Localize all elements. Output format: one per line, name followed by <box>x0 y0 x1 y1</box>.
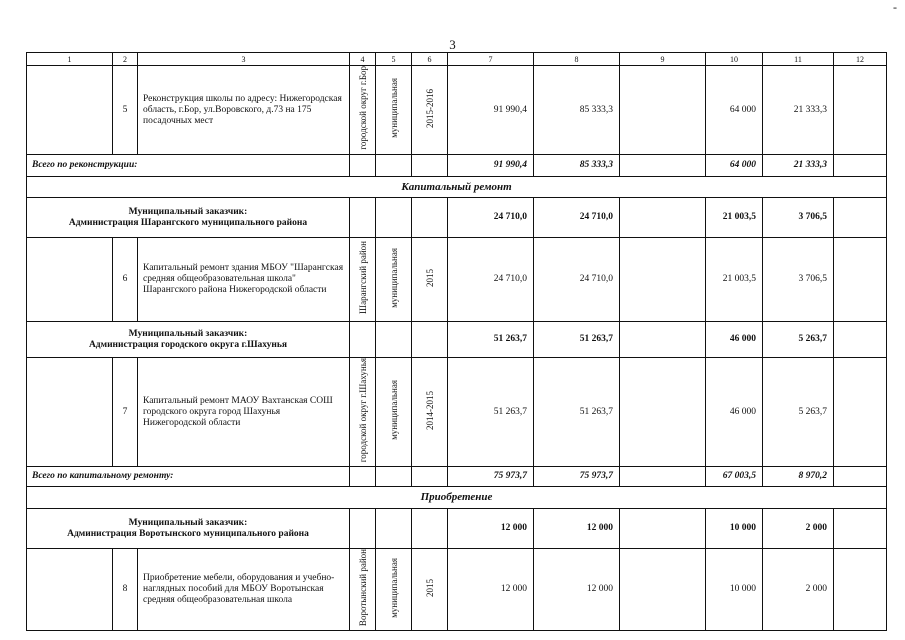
col-header: 2 <box>113 53 138 66</box>
customer-row <box>27 322 887 358</box>
value-col11: 8 970,2 <box>763 467 834 487</box>
value-col7: 12 000 <box>448 509 534 549</box>
object-description: Реконструкция школы по адресу: Нижегородская область, г.Бор, ул.Воровского, д.73 на 175 посадочных мест <box>138 66 350 155</box>
level: муниципальная <box>388 247 399 308</box>
col-header: 6 <box>412 53 448 66</box>
col-header: 11 <box>763 53 834 66</box>
table-row <box>27 358 887 467</box>
years: 2015 <box>424 268 435 287</box>
total-label: Всего по реконструкции: <box>27 155 350 177</box>
years: 2014-2015 <box>424 390 435 430</box>
value-col10: 64 000 <box>706 66 763 155</box>
value-col10: 46 000 <box>706 358 763 467</box>
value-col8: 24 710,0 <box>534 238 620 322</box>
territory: городской округ г.Бор <box>357 66 368 150</box>
value-col11: 21 333,3 <box>763 66 834 155</box>
value-col11: 21 333,3 <box>763 155 834 177</box>
object-description: Капитальный ремонт здания МБОУ "Шарангская средняя общеобразовательная школа" Шарангского района Нижегородской области <box>138 238 350 322</box>
value-col11: 5 263,7 <box>763 322 834 358</box>
table-row <box>27 66 887 155</box>
value-col8: 12 000 <box>534 509 620 549</box>
value-col8: 24 710,0 <box>534 198 620 238</box>
customer-name: Администрация городского округа г.Шахунья <box>88 339 288 350</box>
section-row <box>27 177 887 198</box>
value-col11: 3 706,5 <box>763 238 834 322</box>
edge-mark: - <box>893 0 897 14</box>
value-col8: 75 973,7 <box>534 467 620 487</box>
level: муниципальная <box>388 78 399 138</box>
page-number: 3 <box>449 37 456 52</box>
customer-row <box>27 198 887 238</box>
col-header: 3 <box>138 53 350 66</box>
customer-label: Муниципальный заказчик: <box>128 206 248 217</box>
col-header: 8 <box>534 53 620 66</box>
value-col10: 64 000 <box>706 155 763 177</box>
years: 2015-2016 <box>424 88 435 128</box>
row-number: 8 <box>113 549 138 631</box>
territory: городской округ г.Шахунья <box>357 358 368 463</box>
program-table <box>26 52 887 631</box>
total-row <box>27 467 887 487</box>
section-row <box>27 487 887 509</box>
col-header: 4 <box>350 53 376 66</box>
value-col10: 21 003,5 <box>706 198 763 238</box>
object-description: Приобретение мебели, оборудования и учебно-наглядных пособий для МБОУ Воротынская средняя общеобразовательная школа <box>138 549 350 631</box>
level: муниципальная <box>388 380 399 441</box>
row-number: 5 <box>113 66 138 155</box>
section-title: Капитальный ремонт <box>27 177 887 198</box>
value-col7: 75 973,7 <box>448 467 534 487</box>
value-col7: 24 710,0 <box>448 238 534 322</box>
value-col8: 12 000 <box>534 549 620 631</box>
total-label: Всего по капитальному ремонту: <box>27 467 350 487</box>
value-col7: 24 710,0 <box>448 198 534 238</box>
value-col11: 5 263,7 <box>763 358 834 467</box>
value-col7: 51 263,7 <box>448 322 534 358</box>
value-col8: 51 263,7 <box>534 322 620 358</box>
value-col10: 67 003,5 <box>706 467 763 487</box>
level: муниципальная <box>388 557 399 618</box>
customer-name: Администрация Воротынского муниципального района <box>67 528 309 539</box>
object-description: Капитальный ремонт МАОУ Вахтанская СОШ городского округа город Шахунья Нижегородской области <box>138 358 350 467</box>
customer-row <box>27 509 887 549</box>
customer-label: Муниципальный заказчик: <box>128 517 248 528</box>
table-row <box>27 238 887 322</box>
customer-label: Муниципальный заказчик: <box>128 328 248 339</box>
col-header: 12 <box>834 53 887 66</box>
territory: Воротынский район <box>357 549 368 627</box>
value-col8: 85 333,3 <box>534 66 620 155</box>
row-number: 6 <box>113 238 138 322</box>
column-number-row <box>27 53 887 66</box>
value-col10: 10 000 <box>706 549 763 631</box>
col-header: 1 <box>27 53 113 66</box>
value-col8: 85 333,3 <box>534 155 620 177</box>
value-col11: 3 706,5 <box>763 198 834 238</box>
col-header: 9 <box>620 53 706 66</box>
territory: Шарангский район <box>357 241 368 314</box>
value-col10: 21 003,5 <box>706 238 763 322</box>
row-number: 7 <box>113 358 138 467</box>
years: 2015 <box>424 578 435 597</box>
value-col11: 2 000 <box>763 549 834 631</box>
section-title: Приобретение <box>27 487 887 509</box>
value-col7: 12 000 <box>448 549 534 631</box>
table-row <box>27 549 887 631</box>
customer-name: Администрация Шарангского муниципального района <box>68 217 308 228</box>
value-col7: 91 990,4 <box>448 155 534 177</box>
value-col7: 91 990,4 <box>448 66 534 155</box>
col-header: 7 <box>448 53 534 66</box>
value-col11: 2 000 <box>763 509 834 549</box>
col-header: 5 <box>376 53 412 66</box>
col-header: 10 <box>706 53 763 66</box>
value-col8: 51 263,7 <box>534 358 620 467</box>
value-col7: 51 263,7 <box>448 358 534 467</box>
total-row <box>27 155 887 177</box>
value-col10: 10 000 <box>706 509 763 549</box>
value-col10: 46 000 <box>706 322 763 358</box>
